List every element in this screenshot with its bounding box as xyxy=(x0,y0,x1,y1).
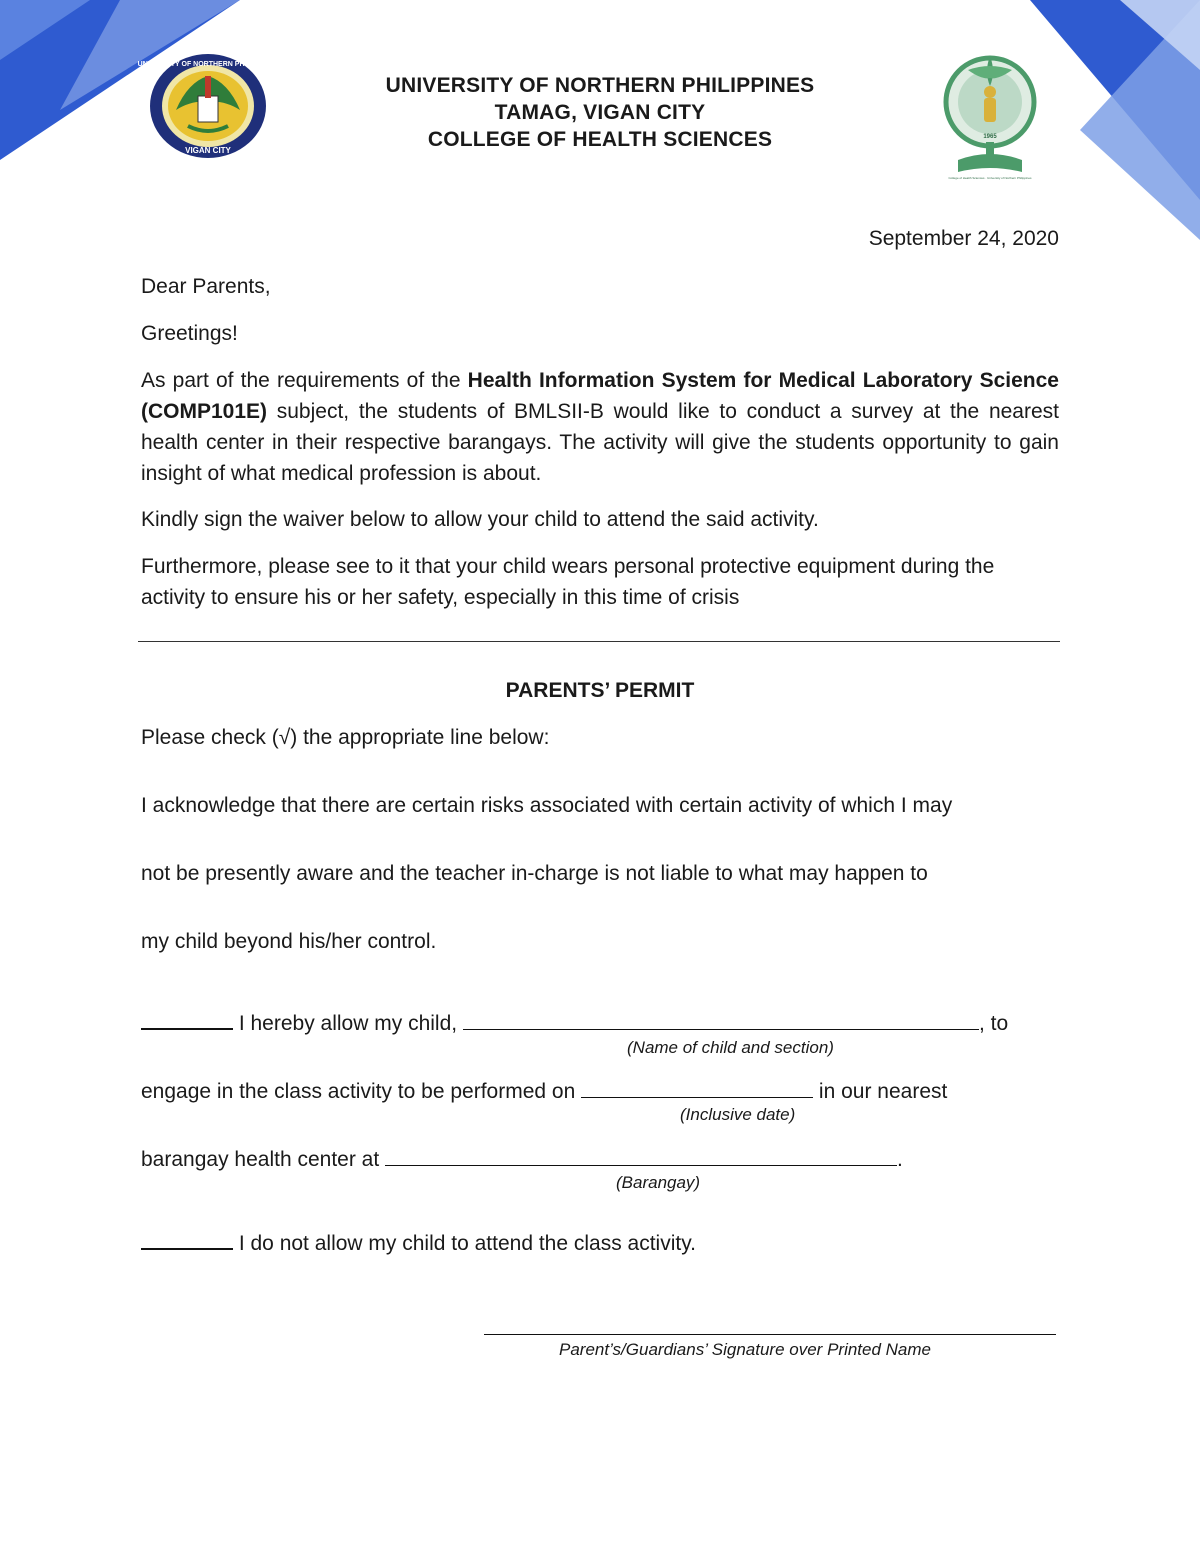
barangay-suffix: . xyxy=(897,1148,903,1171)
university-location: TAMAG, VIGAN CITY xyxy=(494,101,706,124)
engage-line xyxy=(141,1076,1059,1107)
permit-instruction: Please check (√) the appropriate line below: xyxy=(141,726,550,749)
allow-suffix: , to xyxy=(978,1012,1009,1035)
barangay-text: barangay health center at xyxy=(141,1148,386,1171)
seal-year: 1965 xyxy=(983,134,997,140)
course-name: Health Information System for Medical Laboratory Science (COMP101E) xyxy=(141,369,1059,423)
p1-text-a: As part of the requirements of the xyxy=(141,369,468,392)
seal-text-bottom: VIGAN CITY xyxy=(185,146,231,155)
seal-text-top: UNIVERSITY OF NORTHERN PHILIPPINES xyxy=(137,61,279,68)
signature-caption: Parent’s/Guardians’ Signature over Printed Name xyxy=(559,1340,931,1359)
paragraph-ppe: Furthermore, please see to it that your child wears personal protective equipment during the activity to ensure his or her safety, especially in this time of crisis xyxy=(141,555,995,609)
paragraph-waiver: Kindly sign the waiver below to allow your child to attend the said activity. xyxy=(141,508,819,531)
disallow-text: I do not allow my child to attend the class activity. xyxy=(233,1232,696,1255)
letter-date: September 24, 2020 xyxy=(868,227,1059,250)
barangay-field[interactable] xyxy=(385,1164,897,1166)
college-name: COLLEGE OF HEALTH SCIENCES xyxy=(427,128,773,151)
acknowledge-line-2: not be presently aware and the teacher in-charge is not liable to what may happen to xyxy=(141,862,928,885)
signature-field[interactable] xyxy=(484,1334,1056,1335)
caption-child: (Name of child and section) xyxy=(627,1038,834,1057)
seal-ring-text: College of Health Sciences · University of Northern Philippines xyxy=(948,176,1032,180)
p1-text-b: subject, the students of BMLSII-B would like to conduct a survey at the nearest health center in their respective barangays. The activity will give the students opportunity to gain insight of what medical profession is about. xyxy=(141,400,1059,485)
acknowledge-line-1: I acknowledge that there are certain risks associated with certain activity of which I may xyxy=(141,794,953,817)
university-name: UNIVERSITY OF NORTHERN PHILIPPINES xyxy=(385,74,815,97)
allow-line xyxy=(141,1008,1059,1039)
allow-text: I hereby allow my child, xyxy=(233,1012,463,1035)
paragraph-purpose xyxy=(141,365,1059,489)
disallow-line xyxy=(141,1228,1059,1259)
caption-barangay: (Barangay) xyxy=(616,1173,701,1192)
permit-title: PARENTS’ PERMIT xyxy=(505,679,695,702)
disallow-checkbox-line[interactable] xyxy=(141,1247,233,1250)
child-name-field[interactable] xyxy=(463,1028,979,1030)
university-seal-icon xyxy=(137,52,279,160)
engage-suffix: in our nearest xyxy=(813,1080,948,1103)
section-divider xyxy=(138,641,1060,642)
caption-date: (Inclusive date) xyxy=(680,1105,796,1124)
allow-checkbox-line[interactable] xyxy=(141,1027,233,1030)
greeting: Greetings! xyxy=(141,322,238,345)
letterhead xyxy=(300,72,900,153)
college-seal-icon xyxy=(938,52,1042,182)
engage-text: engage in the class activity to be performed on xyxy=(141,1080,582,1103)
acknowledge-line-3: my child beyond his/her control. xyxy=(141,930,437,953)
inclusive-date-field[interactable] xyxy=(581,1096,813,1098)
barangay-line xyxy=(141,1144,1059,1175)
salutation: Dear Parents, xyxy=(141,275,271,298)
